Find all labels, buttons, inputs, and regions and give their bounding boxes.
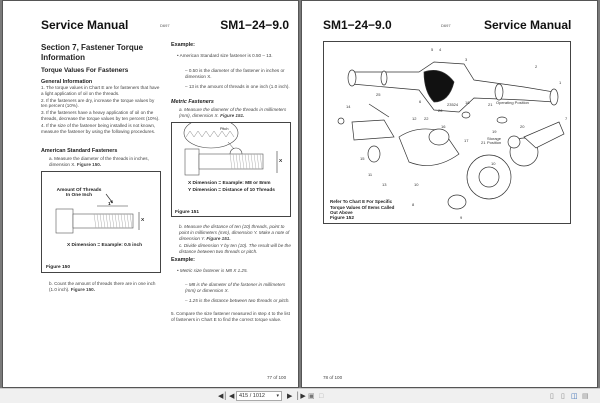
book-view-icon[interactable]: ▤ <box>582 393 589 400</box>
example-bullet: • American Standard size fastener is 0.50 – 13. <box>177 53 273 58</box>
callout: 21 <box>488 102 493 107</box>
figure-ref: Figure 150. <box>76 161 102 167</box>
fit-page-icon[interactable]: ▣ <box>308 393 315 400</box>
section-title: Section 7, Fastener Torque Information <box>41 43 144 62</box>
single-page-view-icon[interactable]: ▯ <box>550 393 554 400</box>
callout: 6 <box>419 99 422 104</box>
callout: 4 <box>439 47 442 52</box>
callout: 7 <box>565 116 568 121</box>
example-sub: – M8 is the diameter of the fastener in millimeters (mm) or dimension X. <box>185 282 286 293</box>
callout: 21 <box>481 140 486 145</box>
figure-ref: Figure 151. <box>206 235 231 241</box>
header-code: D697 <box>160 23 170 28</box>
one-inch-label: 1" <box>108 202 113 207</box>
figure-152 <box>323 41 571 224</box>
callout: 26 <box>438 108 443 113</box>
callout: 16 <box>441 124 446 129</box>
fit-width-icon[interactable]: □ <box>319 393 324 400</box>
american-step-a <box>49 156 161 168</box>
callout: 3 <box>465 57 468 62</box>
callout: 20 <box>520 124 525 129</box>
two-page-view-icon[interactable]: ◫ <box>571 393 578 400</box>
operating-position-label: Operating Position <box>496 100 529 105</box>
page-number: 78 of 100 <box>323 375 343 380</box>
callout: 13 <box>382 182 387 187</box>
example-heading: Example: <box>171 42 195 48</box>
previous-page-icon[interactable]: ◀ <box>229 393 235 400</box>
x-dimension: X Dimension = Example: M8 or 8mm <box>188 181 271 186</box>
chevron-down-icon[interactable]: ▾ <box>276 393 279 399</box>
chart-note: Refer To Chart E For Specific Torque Values Of Items Called Out Above <box>330 199 395 215</box>
header-title: Service Manual <box>41 18 129 32</box>
callout: 5 <box>431 47 434 52</box>
callout: 25 <box>376 92 381 97</box>
page-number: 77 of 100 <box>267 375 287 380</box>
figure-151 <box>171 122 291 217</box>
continuous-view-icon[interactable]: ▯ <box>561 393 565 400</box>
bolt-drawing <box>42 172 162 274</box>
figure-ref: Figure 151. <box>220 112 245 118</box>
header-title: Service Manual <box>484 18 572 32</box>
header-code: D697 <box>441 23 451 28</box>
callout: 18 <box>465 100 470 105</box>
last-page-icon[interactable]: │▶ <box>296 393 306 400</box>
callout: 23524 <box>447 102 459 107</box>
general-heading: General Information <box>41 79 93 85</box>
axle-exploded-drawing <box>324 42 572 225</box>
callout: 2 <box>535 64 538 69</box>
example-sub: – 13 is the amount of threads in one inch (1.0 inch). <box>185 84 290 89</box>
pdf-toolbar <box>0 388 600 403</box>
callout: 14 <box>346 104 351 109</box>
torque-heading: Torque Values For Fasteners <box>41 67 129 74</box>
header-doc-number: SM1−24−9.0 <box>220 18 289 32</box>
step-5: 5. Compare the size fastener measured in step 4 to the list of fasteners in Chart E to find the correct torque value. <box>171 311 290 322</box>
step-text: b. Count the amount of threads there are in one inch (1.0 inch). <box>49 281 156 292</box>
example-sub: – 0.50 is the diameter of the fastener in inches or dimension X. <box>185 68 285 79</box>
metric-step-b <box>179 224 293 241</box>
general-item: 2. If the fasteners are dry, increase the torque values by ten percent (10%). <box>41 97 155 109</box>
general-item: 1. The torque values in Chart E are for fasteners that have a light application of oil on the threads. <box>41 85 160 96</box>
callout: 22 <box>424 116 429 121</box>
figure-ref: Figure 150. <box>70 286 95 292</box>
step-text: a. Measure the diameter of the threads in inches, dimension X. <box>49 156 149 167</box>
general-item: 3. If the fasteners have a heavy application of oil on the threads, decrease the torque values by ten percent (10%). <box>41 110 160 121</box>
callout: 1 <box>559 80 562 85</box>
metric-bolt-drawing <box>172 123 292 218</box>
pitch-label: Pitch <box>220 127 229 131</box>
callout: 9 <box>460 215 463 220</box>
x-label: X <box>141 218 145 223</box>
next-page-icon[interactable]: ▶ <box>287 393 293 400</box>
callout: 11 <box>368 172 373 177</box>
page-number-input[interactable] <box>236 391 282 401</box>
storage-position-label: Storage Position <box>487 136 502 145</box>
example-bullet: • Metric size fastener is M8 X 1.25. <box>177 268 248 273</box>
pdf-page-right <box>301 0 598 388</box>
callout: 12 <box>412 116 417 121</box>
general-list <box>41 85 161 134</box>
x-dimension: X Dimension = Example: 0.5 inch <box>67 243 143 248</box>
figure-150 <box>41 171 161 273</box>
callout: 19 <box>492 129 497 134</box>
callout: 10 <box>491 161 496 166</box>
header-doc-number: SM1−24−9.0 <box>323 18 392 32</box>
metric-step-c: c. Divide dimension Y by ten (10). The result will be the distance between two threads or pitch. <box>179 243 291 254</box>
metric-heading: Metric Fasteners <box>171 99 214 105</box>
threads-label: Amount Of Threads In One Inch <box>56 188 102 198</box>
metric-step-a <box>179 107 293 119</box>
callout: 8 <box>412 202 415 207</box>
figure-caption: Figure 150 <box>46 265 70 270</box>
figure-caption: Figure 151 <box>175 210 199 215</box>
example-sub: – 1.25 is the distance between two threads or pitch. <box>185 298 290 303</box>
callout: 10 <box>414 182 419 187</box>
step-text: b. Measure the distance of ten (10) threads, point to point in millimeters (mm), dimension Y. Make a note of dimension Y. <box>179 224 290 241</box>
figure-caption: Figure 152 <box>330 216 354 221</box>
callout: 17 <box>464 138 469 143</box>
y-dimension: Y Dimension = Distance of 10 Threads <box>188 188 275 193</box>
page-field-value: 415 / 1012 <box>239 393 265 399</box>
callout: 15 <box>360 156 365 161</box>
american-step-b <box>49 281 161 293</box>
american-heading: American Standard Fasteners <box>41 148 118 154</box>
example-heading: Example: <box>171 257 195 263</box>
pdf-page-left <box>2 0 299 388</box>
first-page-icon[interactable]: ◀│ <box>218 393 228 400</box>
x-label: X <box>279 159 283 164</box>
step-text: a. Measure the diameter of the threads in millimeters (mm), dimension X. <box>179 107 287 118</box>
general-item: 4. If the size of the fastener being installed is not known, measure the fastener by using the following procedures. <box>41 122 156 134</box>
